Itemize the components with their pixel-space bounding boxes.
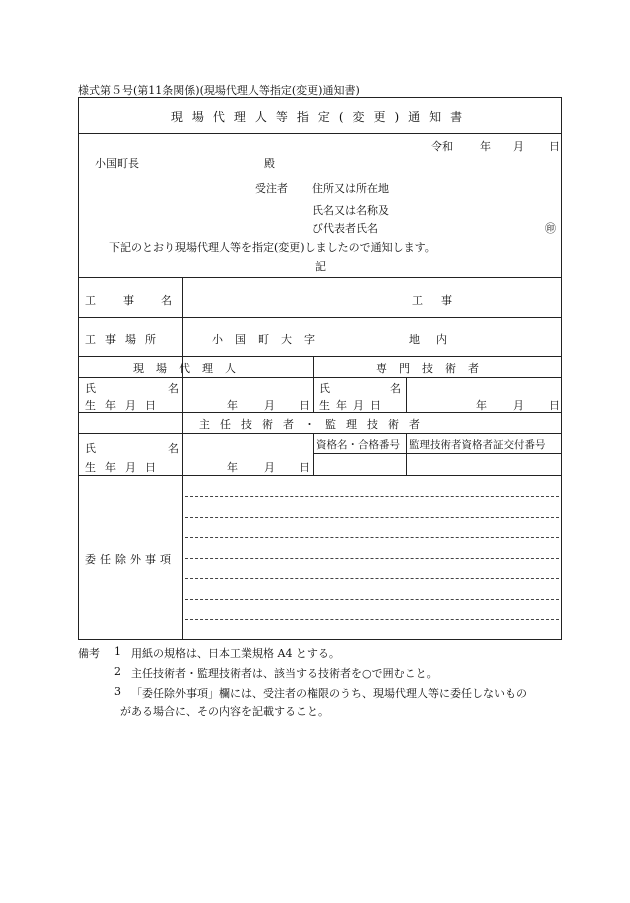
agent-date-month: 月 — [264, 399, 275, 412]
site-prefix: 小国町大字 — [212, 333, 327, 346]
agent-date-day: 日 — [299, 399, 310, 412]
site-field[interactable] — [329, 331, 404, 345]
engineer-name-field[interactable] — [414, 380, 554, 394]
engineer-date-year: 年 — [476, 399, 487, 412]
agent-name-field[interactable] — [187, 380, 307, 394]
agent-birth-label: 生年月日 — [85, 399, 165, 412]
remark-2-num: 2 — [114, 665, 121, 678]
agent-date-year: 年 — [227, 399, 238, 412]
date-month: 月 — [513, 140, 524, 153]
remark-3-num: 3 — [114, 685, 121, 698]
engineer-date-day: 日 — [549, 399, 560, 412]
ki-label: 記 — [315, 260, 326, 273]
remark-3-text: 「委任除外事項」欄には、受注者の権限のうち、現場代理人等に委任しないもの — [131, 687, 527, 700]
chief-date-year: 年 — [227, 461, 238, 474]
engineer-header: 専門技術者 — [376, 362, 491, 375]
name-label-line2: び代表者氏名 — [312, 222, 378, 235]
agent-header: 現場代理人 — [133, 362, 248, 375]
chief-date-month: 月 — [264, 461, 275, 474]
remark-1-num: 1 — [114, 645, 121, 658]
engineer-date-month: 月 — [513, 399, 524, 412]
date-era: 令和 — [431, 140, 453, 153]
work-name-suffix: 工事 — [412, 294, 470, 307]
site-suffix: 地内 — [409, 333, 463, 346]
agent-name-label: 氏名 — [85, 382, 251, 395]
date-day: 日 — [549, 140, 560, 153]
site-label: 工事場所 — [85, 333, 165, 346]
address-label: 住所又は所在地 — [312, 182, 389, 195]
contractor-label: 受注者 — [255, 182, 288, 195]
work-name-label: 工事名 — [85, 294, 199, 307]
date-year: 年 — [480, 140, 491, 153]
remarks-label: 備考 — [78, 647, 100, 660]
qualification-field[interactable] — [317, 456, 402, 472]
seal-mark: ㊞ — [545, 222, 556, 235]
remark-3-continuation: がある場合に、その内容を記載すること。 — [120, 705, 329, 718]
exclusion-label: 委任除外事項 — [85, 553, 175, 566]
remark-2-text: 主任技術者・監理技術者は、該当する技術者を○で囲むこと。 — [131, 667, 438, 680]
work-name-field[interactable] — [219, 292, 404, 306]
qualification-label: 資格名・合格番号 — [316, 439, 400, 451]
chief-name-field[interactable] — [187, 440, 307, 454]
certificate-field[interactable] — [410, 456, 558, 472]
certificate-label: 監理技術者資格者証交付番号 — [409, 439, 546, 451]
engineer-name-label: 氏名 — [319, 382, 461, 395]
notice-form — [78, 97, 562, 640]
notice-text: 下記のとおり現場代理人等を指定(変更)しましたので通知します。 — [109, 241, 436, 254]
form-title: 現場代理人等指定(変更)通知書 — [170, 110, 472, 124]
remark-1-text: 用紙の規格は、日本工業規格 A4 とする。 — [131, 647, 340, 660]
form-reference: 様式第５号(第11条関係)(現場代理人等指定(変更)通知書) — [78, 84, 360, 97]
chief-name-label: 氏名 — [85, 442, 251, 455]
chief-engineer-header: 主任技術者・監理技術者 — [199, 418, 430, 431]
chief-date-day: 日 — [299, 461, 310, 474]
engineer-birth-label: 生年月日 — [319, 399, 387, 412]
name-label-line1: 氏名又は名称及 — [312, 204, 389, 217]
addressee-honorific: 殿 — [264, 157, 275, 170]
chief-birth-label: 生年月日 — [85, 461, 165, 474]
addressee-name: 小国町長 — [95, 157, 139, 170]
